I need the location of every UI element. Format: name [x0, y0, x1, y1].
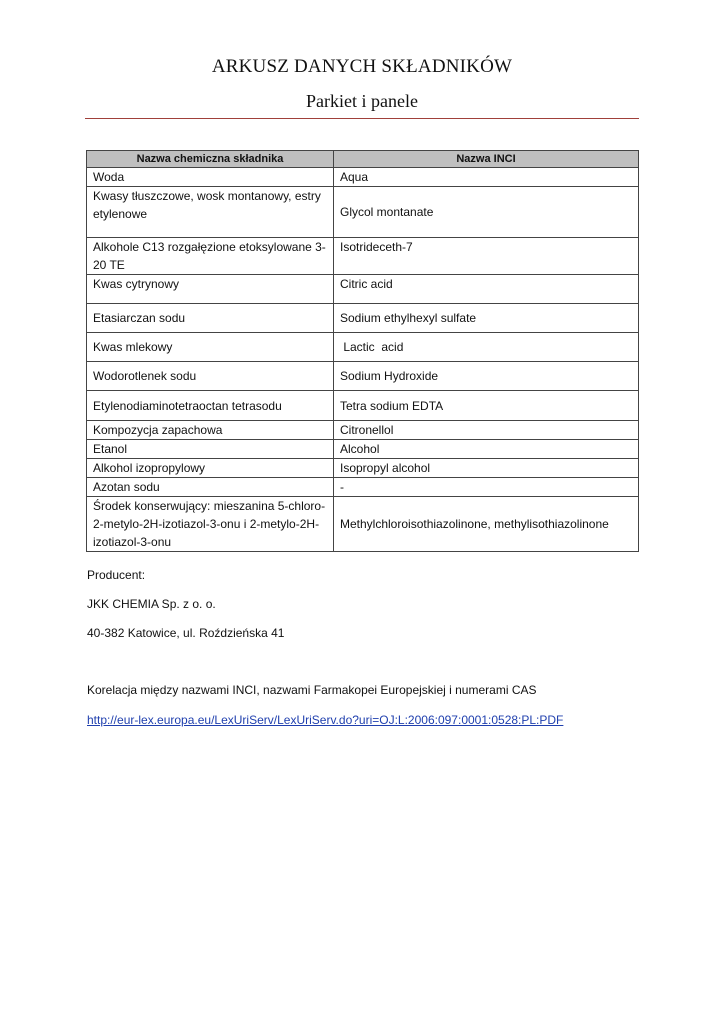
column-header-chemical-name: Nazwa chemiczna składnika	[87, 151, 334, 168]
inci-name-cell: Aqua	[334, 168, 639, 187]
chemical-name-cell: Azotan sodu	[87, 478, 334, 497]
column-header-inci-name: Nazwa INCI	[334, 151, 639, 168]
inci-name-cell: Citric acid	[334, 275, 639, 304]
chemical-name-cell: Kompozycja zapachowa	[87, 421, 334, 440]
table-row	[87, 459, 639, 478]
chemical-name-cell: Alkohol izopropylowy	[87, 459, 334, 478]
chemical-name-cell: Wodorotlenek sodu	[87, 362, 334, 391]
inci-name-cell: Citronellol	[334, 421, 639, 440]
inci-name-cell: Sodium ethylhexyl sulfate	[334, 304, 639, 333]
chemical-name-cell: Kwasy tłuszczowe, wosk montanowy, estry etylenowe	[87, 187, 334, 238]
table-row	[87, 168, 639, 187]
inci-name-cell: Glycol montanate	[334, 187, 639, 238]
table-header-row	[87, 151, 639, 168]
eur-lex-link[interactable]: http://eur-lex.europa.eu/LexUriServ/LexUriServ.do?uri=OJ:L:2006:097:0001:0528:PL:PDF	[87, 713, 564, 727]
ingredients-table	[86, 150, 639, 552]
table-row	[87, 275, 639, 304]
chemical-name-cell: Alkohole C13 rozgałęzione etoksylowane 3-20 TE	[87, 238, 334, 275]
table-row	[87, 497, 639, 552]
inci-name-cell: Isopropyl alcohol	[334, 459, 639, 478]
chemical-name-cell: Etylenodiaminotetraoctan tetrasodu	[87, 391, 334, 421]
table-row	[87, 187, 639, 238]
inci-name-cell: Alcohol	[334, 440, 639, 459]
table-row	[87, 238, 639, 275]
chemical-name-cell: Woda	[87, 168, 334, 187]
document-title: ARKUSZ DANYCH SKŁADNIKÓW	[211, 56, 513, 77]
table-row	[87, 421, 639, 440]
document-subtitle: Parkiet i panele	[306, 91, 418, 111]
table-row	[87, 478, 639, 497]
table-row	[87, 362, 639, 391]
inci-name-cell: Methylchloroisothiazolinone, methylisothiazolinone	[334, 497, 639, 552]
table-row	[87, 333, 639, 362]
inci-name-cell: Lactic acid	[334, 333, 639, 362]
inci-name-cell: Isotrideceth-7	[334, 238, 639, 275]
chemical-name-cell: Kwas cytrynowy	[87, 275, 334, 304]
inci-name-cell: -	[334, 478, 639, 497]
inci-name-cell: Tetra sodium EDTA	[334, 391, 639, 421]
producer-name: JKK CHEMIA Sp. z o. o.	[87, 597, 216, 611]
title-divider	[85, 118, 639, 119]
chemical-name-cell: Etanol	[87, 440, 334, 459]
chemical-name-cell: Kwas mlekowy	[87, 333, 334, 362]
table-row	[87, 391, 639, 421]
chemical-name-cell: Środek konserwujący: mieszanina 5-chloro-2-metylo-2H-izotiazol-3-onu i 2-metylo-2H-izotiazol-3-onu	[87, 497, 334, 552]
inci-name-cell: Sodium Hydroxide	[334, 362, 639, 391]
producer-label: Producent:	[87, 568, 146, 582]
table-row	[87, 440, 639, 459]
correlation-text: Korelacja między nazwami INCI, nazwami Farmakopei Europejskiej i numerami CAS	[87, 683, 537, 697]
chemical-name-cell: Etasiarczan sodu	[87, 304, 334, 333]
table-row	[87, 304, 639, 333]
producer-address: 40-382 Katowice, ul. Roździeńska 41	[87, 626, 285, 640]
